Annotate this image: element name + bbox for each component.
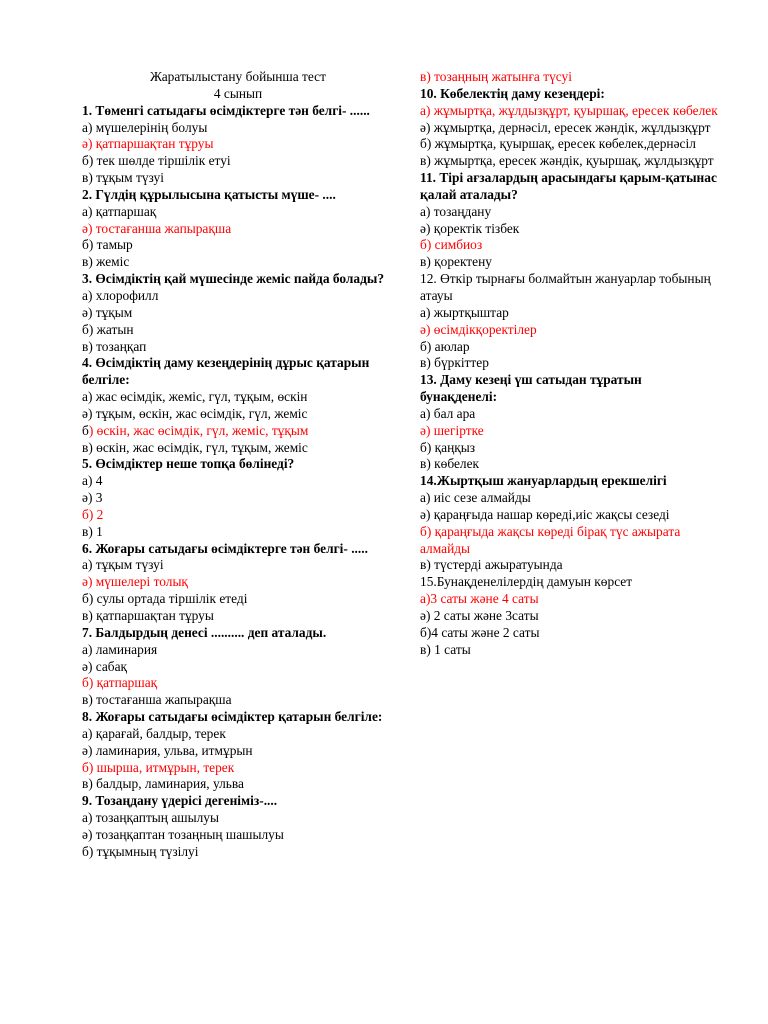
answer-option [82,389,394,406]
answer-option [82,221,394,238]
answer-option [420,406,720,423]
answer-option [82,170,394,187]
line-text: ә) шегіртке [420,422,484,438]
answer-option [82,591,394,608]
answer-option [82,473,394,490]
line-text: б [82,422,89,438]
answer-option [82,743,394,760]
line-text: а) қарағай, балдыр, терек [82,725,226,741]
line-text: ә) 3 [82,490,103,506]
answer-option [420,339,720,356]
question-text [420,86,720,103]
answer-option [420,254,720,271]
line-text: 5. Өсімдіктер неше топқа бөлінеді? [82,456,295,472]
line-text: а) ламинария [82,641,158,657]
line-text: в) тостағанша жапырақша [82,692,232,708]
answer-option [82,776,394,793]
line-text: б) аюлар [420,338,470,354]
answer-option [82,659,394,676]
line-text: в) қоректену [420,254,492,270]
answer-option [82,524,394,541]
question-text [82,103,394,120]
answer-option [420,69,720,86]
line-text: 9. Тозаңдану үдерісі дегеніміз-.... [82,793,278,809]
line-text: б) қаңқыз [420,439,476,455]
line-text: 13. Даму кезеңі үш сатыдан тұратын бунақденелі: [420,372,642,405]
answer-option [82,305,394,322]
line-text: в) тұқым түзуі [82,170,164,186]
line-text: ә) 2 саты және 3саты [420,608,539,623]
line-text: 2. Гүлдің құрылысына қатысты мүше- .... [82,186,336,202]
line-text: ә) өсімдікқоректілер [420,321,537,337]
left-column [82,69,394,861]
answer-option [82,507,394,524]
answer-option [82,557,394,574]
line-text: 1. Төменгі сатыдағы өсімдіктерге тән белгі- ...... [82,102,370,118]
line-text: а) хлорофилл [82,287,159,303]
line-text: а) мүшелерінің болуы [82,119,208,135]
line-text: б) тамыр [82,237,133,253]
line-text: а) қатпаршақ [82,203,157,219]
line-text: а) иіс сезе алмайды [420,490,531,506]
line-text: 15.Бунақденелілердің дамуын көрсет [420,574,633,590]
line-text: 4 сынып [213,85,263,101]
line-text: б) қатпаршақ [82,675,158,691]
answer-option [420,557,720,574]
line-text: в) тозаңқап [82,338,147,354]
line-text: ә) тостағанша жапырақша [82,220,232,236]
question-text [82,187,394,204]
answer-option [420,456,720,473]
line-text: 10. Көбелектің даму кезеңдері: [420,85,605,101]
answer-option [420,642,720,659]
line-text: б) жатын [82,321,134,337]
line-text: а) жыртқыштар [420,304,509,320]
line-text: Жаратылыстану бойынша тест [150,69,326,84]
answer-option [82,827,394,844]
line-text-highlighted: ) өскін, жас өсімдік, гүл, жеміс, тұқым [88,422,309,438]
answer-option [420,136,720,153]
answer-option [82,760,394,777]
line-text: б) қараңғыда жақсы көреді бірақ түс ажырата алмайды [420,523,681,556]
line-text: а) тұқым түзуі [82,557,164,573]
line-text: 4. Өсімдіктің даму кезеңдерінің дұрыс қатарын белгіле: [82,355,370,388]
line-text: ә) қатпаршақтан тұруы [82,136,214,152]
answer-option [420,305,720,322]
line-text: в) қатпаршақтан тұруы [82,608,214,623]
answer-option [82,490,394,507]
line-text: в) жұмыртқа, ересек жәндік, қуыршақ, жұлдызқұрт [420,153,714,169]
answer-option [82,237,394,254]
answer-option [82,692,394,709]
answer-option [420,625,720,642]
answer-option [82,136,394,153]
line-text: ә) тұқым, өскін, жас өсімдік, гүл, жеміс [82,405,308,421]
line-text: б) тек шөлде тіршілік етуі [82,153,231,169]
line-text: ә) сабақ [82,658,128,674]
answer-option [420,271,720,305]
answer-option [420,423,720,440]
right-column [420,69,720,659]
answer-option [420,153,720,170]
answer-option [82,440,394,457]
line-text: в) балдыр, ламинария, ульва [82,776,244,792]
question-text [82,456,394,473]
line-text: 14.Жыртқыш жануарлардың ерекшелігі [420,473,667,489]
answer-option [82,120,394,137]
line-text: ә) тозаңқаптан тозаңның шашылуы [82,826,284,842]
line-text: б) 2 [82,506,104,522]
line-text: 8. Жоғары сатыдағы өсімдіктер қатарын белгіле: [82,709,383,725]
answer-option [82,204,394,221]
line-text: в) түстерді ажыратуында [420,557,563,573]
answer-option [420,103,720,120]
line-text: а) тозаңқаптың ашылуы [82,810,219,826]
answer-option [82,675,394,692]
line-text: в) тозаңның жатынға түсуі [420,69,572,84]
answer-option [420,507,720,524]
line-text: б) симбиоз [420,237,483,253]
line-text: б) шырша, итмұрын, терек [82,759,235,775]
answer-option [82,322,394,339]
answer-option [420,591,720,608]
line-text: ә) қараңғыда нашар көреді,иіс жақсы сезеді [420,506,670,522]
line-text: ә) қоректік тізбек [420,220,520,236]
answer-option [420,355,720,372]
line-text: в) бүркіттер [420,355,489,371]
line-text: ә) мүшелері толық [82,574,188,590]
line-text: в) 1 саты [420,641,471,657]
answer-option [82,423,394,440]
line-text: 7. Балдырдың денесі .......... деп аталады. [82,624,327,640]
line-text: б) сулы ортада тіршілік етеді [82,591,248,607]
answer-option [420,204,720,221]
line-text: в) жеміс [82,254,130,270]
answer-option [82,608,394,625]
line-text: а)3 саты және 4 саты [420,591,539,607]
line-text: в) көбелек [420,456,480,472]
line-text: 11. Тірі ағзалардың арасындағы қарым-қатынас қалай аталады? [420,170,717,202]
question-text [420,170,720,204]
line-text: б) тұқымның түзілуі [82,843,199,859]
answer-option [420,221,720,238]
line-text: 3. Өсімдіктің қай мүшесінде жеміс пайда болады? [82,271,385,287]
line-text: а) жұмыртқа, жұлдызқұрт, қуыршақ, ересек көбелек [420,102,718,118]
answer-option [420,322,720,339]
answer-option [420,237,720,254]
line-text: 12. Өткір тырнағы болмайтын жануарлар тобының атауы [420,271,711,303]
question-text [82,625,394,642]
question-text [82,271,394,288]
answer-option [82,574,394,591]
answer-option [82,339,394,356]
line-text: 6. Жоғары сатыдағы өсімдіктерге тән белгі- ..... [82,540,368,556]
question-text [420,372,720,406]
answer-option [82,726,394,743]
line-text: а) 4 [82,473,103,489]
line-text: в) 1 [82,523,103,539]
answer-option [420,524,720,558]
question-text [82,355,394,389]
answer-option [82,69,394,86]
answer-option [420,440,720,457]
line-text: ә) жұмыртқа, дернәсіл, ересек жәндік, жұлдызқұрт [420,119,711,135]
line-text: ә) тұқым [82,304,133,320]
line-text: в) өскін, жас өсімдік, гүл, тұқым, жеміс [82,439,308,455]
question-text [82,541,394,558]
answer-option [82,153,394,170]
answer-option [420,490,720,507]
answer-option [82,810,394,827]
answer-option [82,844,394,861]
answer-option [82,254,394,271]
answer-option [82,288,394,305]
answer-option [82,642,394,659]
answer-option [82,406,394,423]
answer-option [82,86,394,103]
line-text: б) жұмыртқа, қуыршақ, ересек көбелек,дернәсіл [420,136,696,152]
line-text: б)4 саты және 2 саты [420,624,540,640]
line-text: а) бал ара [420,405,476,421]
answer-option [420,120,720,137]
question-text [82,709,394,726]
line-text: а) жас өсімдік, жеміс, гүл, тұқым, өскін [82,389,308,405]
question-text [82,793,394,810]
line-text: ә) ламинария, ульва, итмұрын [82,742,253,758]
question-text [420,473,720,490]
answer-option [420,574,720,591]
answer-option [420,608,720,625]
line-text: а) тозаңдану [420,203,492,219]
